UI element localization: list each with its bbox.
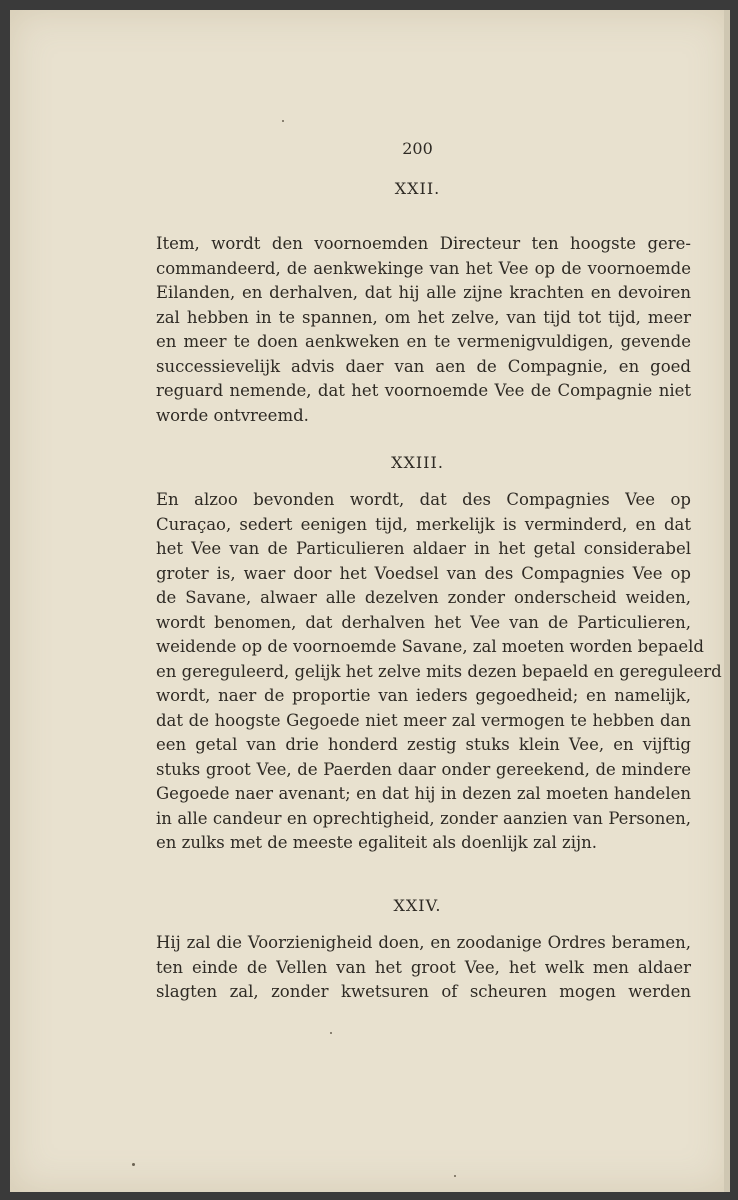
text-line: groter is, waer door het Voedsel van des Compagnies Vee op [156, 563, 691, 583]
paragraph [156, 931, 691, 1005]
text-line: stuks groot Vee, de Paerden daar onder gereekend, de mindere [156, 759, 691, 779]
text-line: successievelijk advis daer van aen de Compagnie, en goed [156, 356, 691, 376]
section-body-xxii [156, 232, 691, 428]
text-line: de Savane, alwaer alle dezelven zonder onderscheid weiden, [156, 588, 691, 607]
paper-speck [132, 1163, 135, 1166]
text-line: wordt benomen, dat derhalven het Vee van de Particulieren, [156, 612, 691, 632]
text-line: Gegoede naer avenant; en dat hij in dezen zal moeten handelen [156, 784, 691, 803]
text-line: Curaçao, sedert eenigen tijd, merkelijk is verminderd, en dat [156, 514, 691, 534]
section-heading-xxii: XXII. [394, 179, 441, 198]
book-page [10, 10, 730, 1192]
text-line: het Vee van de Particulieren aldaer in het getal considerabel [156, 539, 691, 558]
text-line: Hij zal die Voorzienigheid doen, en zoodanige Ordres beramen, [156, 933, 691, 952]
section-body-xxiii [156, 488, 722, 856]
text-line: worde ontvreemd. [156, 405, 309, 425]
paper-speck [454, 1175, 456, 1177]
section-heading-xxiii: XXIII. [391, 453, 444, 472]
text-line: zal hebben in te spannen, om het zelve, van tijd tot tijd, meer [156, 307, 691, 327]
text-line: En alzoo bevonden wordt, dat des Compagnies Vee op [156, 490, 691, 509]
text-line: en zulks met de meeste egaliteit als doenlijk zal zijn. [156, 833, 597, 852]
text-line: een getal van drie honderd zestig stuks klein Vee, en vijftig [156, 735, 691, 754]
text-line: in alle candeur en oprechtigheid, zonder aanzien van Personen, [156, 808, 691, 828]
paragraph [156, 232, 691, 428]
text-line: wordt, naer de proportie van ieders gegoedheid; en namelijk, [156, 686, 691, 705]
paragraph [156, 488, 722, 856]
paper-speck [330, 1032, 332, 1034]
text-line: commandeerd, de aenkwekinge van het Vee op de voornoemde [156, 258, 691, 278]
text-line: Item, wordt den voornoemden Directeur ten hoogste gere- [156, 234, 691, 253]
text-line: reguard nemende, dat het voornoemde Vee de Compagnie niet [156, 381, 691, 400]
section-heading-xxiv: XXIV. [393, 896, 442, 915]
text-line: ten einde de Vellen van het groot Vee, het welk men aldaer [156, 957, 691, 977]
section-body-xxiv [156, 931, 691, 1005]
text-line: en gereguleerd, gelijk het zelve mits dezen bepaeld en gereguleerd [156, 661, 722, 681]
text-line: en meer te doen aenkweken en te vermenigvuldigen, gevende [156, 332, 691, 351]
paper-speck [282, 120, 284, 122]
text-line: Eilanden, en derhalven, dat hij alle zijne krachten en devoiren [156, 283, 691, 302]
text-line: slagten zal, zonder kwetsuren of scheuren mogen werden [156, 982, 691, 1001]
text-line: weidende op de voornoemde Savane, zal moeten worden bepaeld [156, 637, 704, 656]
text-line: dat de hoogste Gegoede niet meer zal vermogen te hebben dan [156, 710, 691, 730]
page-number: 200 [402, 139, 433, 158]
